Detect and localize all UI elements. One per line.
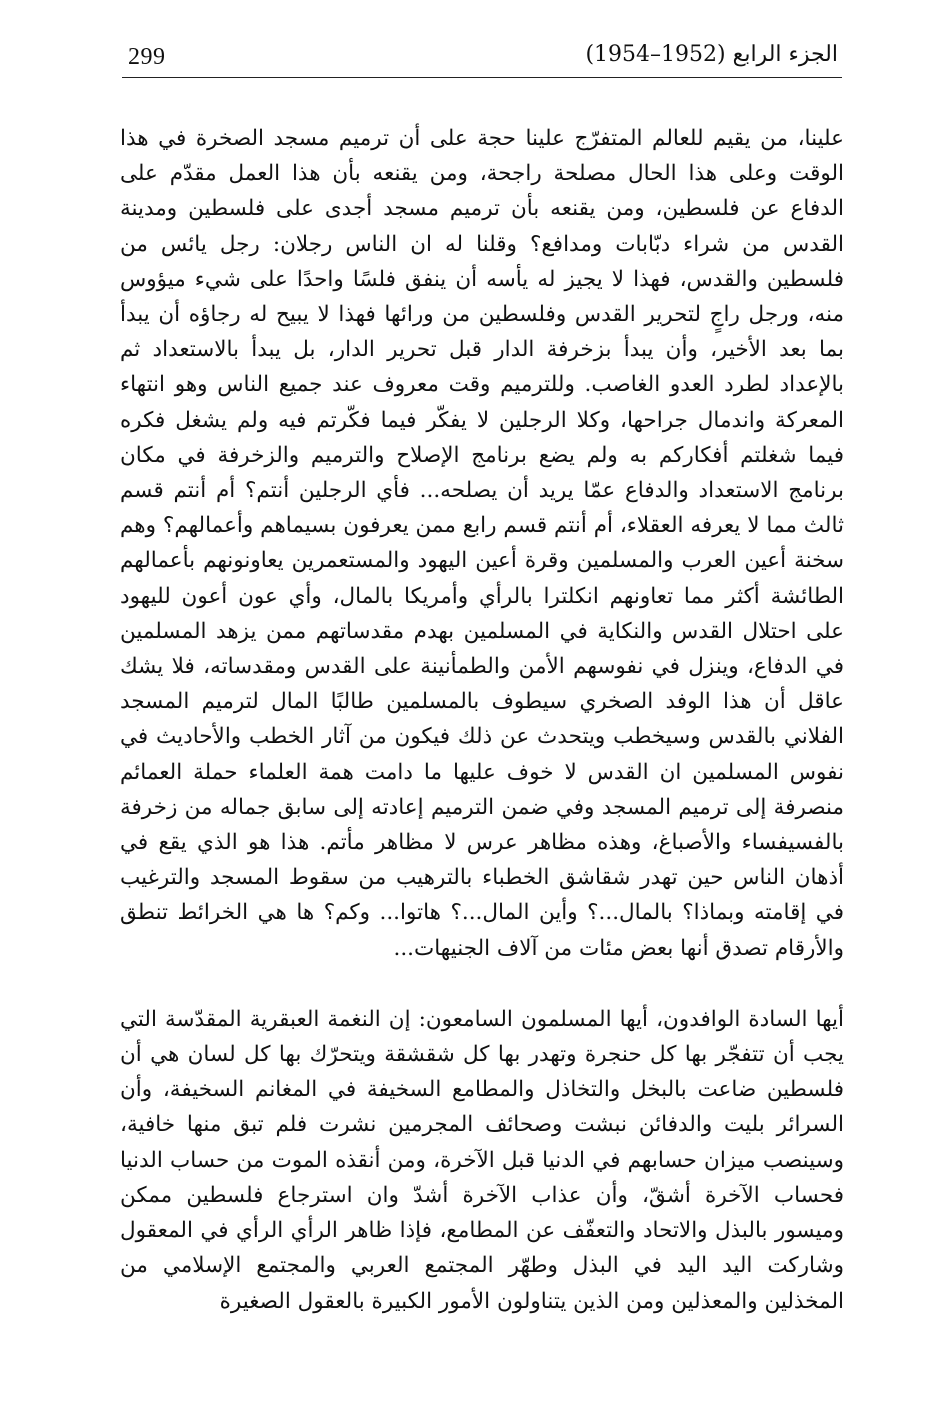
- page-header: [122, 38, 842, 78]
- body-text: [120, 121, 844, 1319]
- header-divider: [122, 77, 842, 78]
- page-number: 299: [128, 44, 166, 70]
- running-title: الجزء الرابع (1952–1954): [585, 42, 838, 67]
- paragraph-2: أيها السادة الوافدون، أيها المسلمون السامعون: إن النغمة العبقرية المقدّسة التي يجب أن تتفجّر بها كل حنجرة وتهدر بها كل شقشقة ويتحرّك بها كل لسان هي أن فلسطين ضاعت بالبخل والتخاذل والمطامع السخيفة في المغانم السخيفة، وأن السرائر بليت والدفائن نبشت وصحائف المجرمين نشرت فلم تبق منها خافية، وسينصب ميزان حسابهم في الدنيا قبل الآخرة، ومن أنقذه الموت من حساب الدنيا فحساب الآخرة أشقّ، وأن عذاب الآخرة أشدّ وان استرجاع فلسطين ممكن وميسور بالبذل والاتحاد والتعفّف عن المطامع، فإذا ظاهر الرأي الرأي في المعقول وشاركت اليد اليد في البذل وطهّر المجتمع العربي والمجتمع الإسلامي من المخذلين والمعذلين ومن الذين يتناولون الأمور الكبيرة بالعقول الصغيرة: [120, 1006, 844, 1314]
- paragraph-1: علينا، من يقيم للعالم المتفرّج علينا حجة على أن ترميم مسجد الصخرة في هذا الوقت وعلى هذا الحال مصلحة راجحة، ومن يقنعه بأن هذا العمل مقدّم على الدفاع عن فلسطين، ومن يقنعه بأن ترميم مسجد أجدى على فلسطين ومدينة القدس من شراء دبّابات ومدافع؟ وقلنا له ان الناس رجلان: رجل يائس من فلسطين والقدس، فهذا لا يجيز له يأسه أن ينفق فلسًا واحدًا على شيء ميؤوس منه، ورجل راجٍ لتحرير القدس وفلسطين من ورائها فهذا لا يبيح له رجاؤه أن يبدأ بما بعد الأخير، وأن يبدأ بزخرفة الدار قبل تحرير الدار، بل يبدأ بالاستعداد ثم بالإعداد لطرد العدو الغاصب. وللترميم وقت معروف عند جميع الناس وهو انتهاء المعركة واندمال جراحها، وكلا الرجلين لا يفكّر فيما فكّرتم فيه ولم يشغل فكره فيما شغلتم أفكاركم به ولم يضع برنامج الإصلاح والترميم والزخرفة في مكان برنامج الاستعداد والدفاع عمّا يريد أن يصلحه... فأي الرجلين أنتم؟ أم أنتم قسم ثالث مما لا يعرفه العقلاء، أم أنتم قسم رابع ممن يعرفون بسيماهم وأعمالهم؟ وهم سخنة أعين العرب والمسلمين وقرة أعين اليهود والمستعمرين يعاونونهم بأعمالهم الطائشة أكثر مما تعاونهم انكلترا بالرأي وأمريكا بالمال، وأي عون أعون لليهود على احتلال القدس والنكاية في المسلمين بهدم مقدساتهم ممن يزهد المسلمين في الدفاع، وينزل في نفوسهم الأمن والطمأنينة على القدس ومقدساته، فلا يشك عاقل أن هذا الوفد الصخري سيطوف بالمسلمين طالبًا المال لترميم المسجد الفلاني بالقدس وسيخطب ويتحدث عن ذلك فيكون من آثار الخطب والأحاديث في نفوس المسلمين ان القدس لا خوف عليها ما دامت همة العلماء حملة العمائم منصرفة إلى ترميم المسجد وفي ضمن الترميم إعادته إلى سابق جماله من زخرفة بالفسيفساء والأصباغ، وهذه مظاهر عرس لا مظاهر مأتم. هذا هو الذي يقع في أذهان الناس حين تهدر شقاشق الخطباء بالترهيب من سقوط المسجد والترغيب في إقامته وبماذا؟ بالمال...؟ وأين المال...؟ هاتوا... وكم؟ ها هي الخرائط تنطق والأرقام تصدق أنها بعض مئات من آلاف الجنيهات...: [120, 126, 844, 961]
